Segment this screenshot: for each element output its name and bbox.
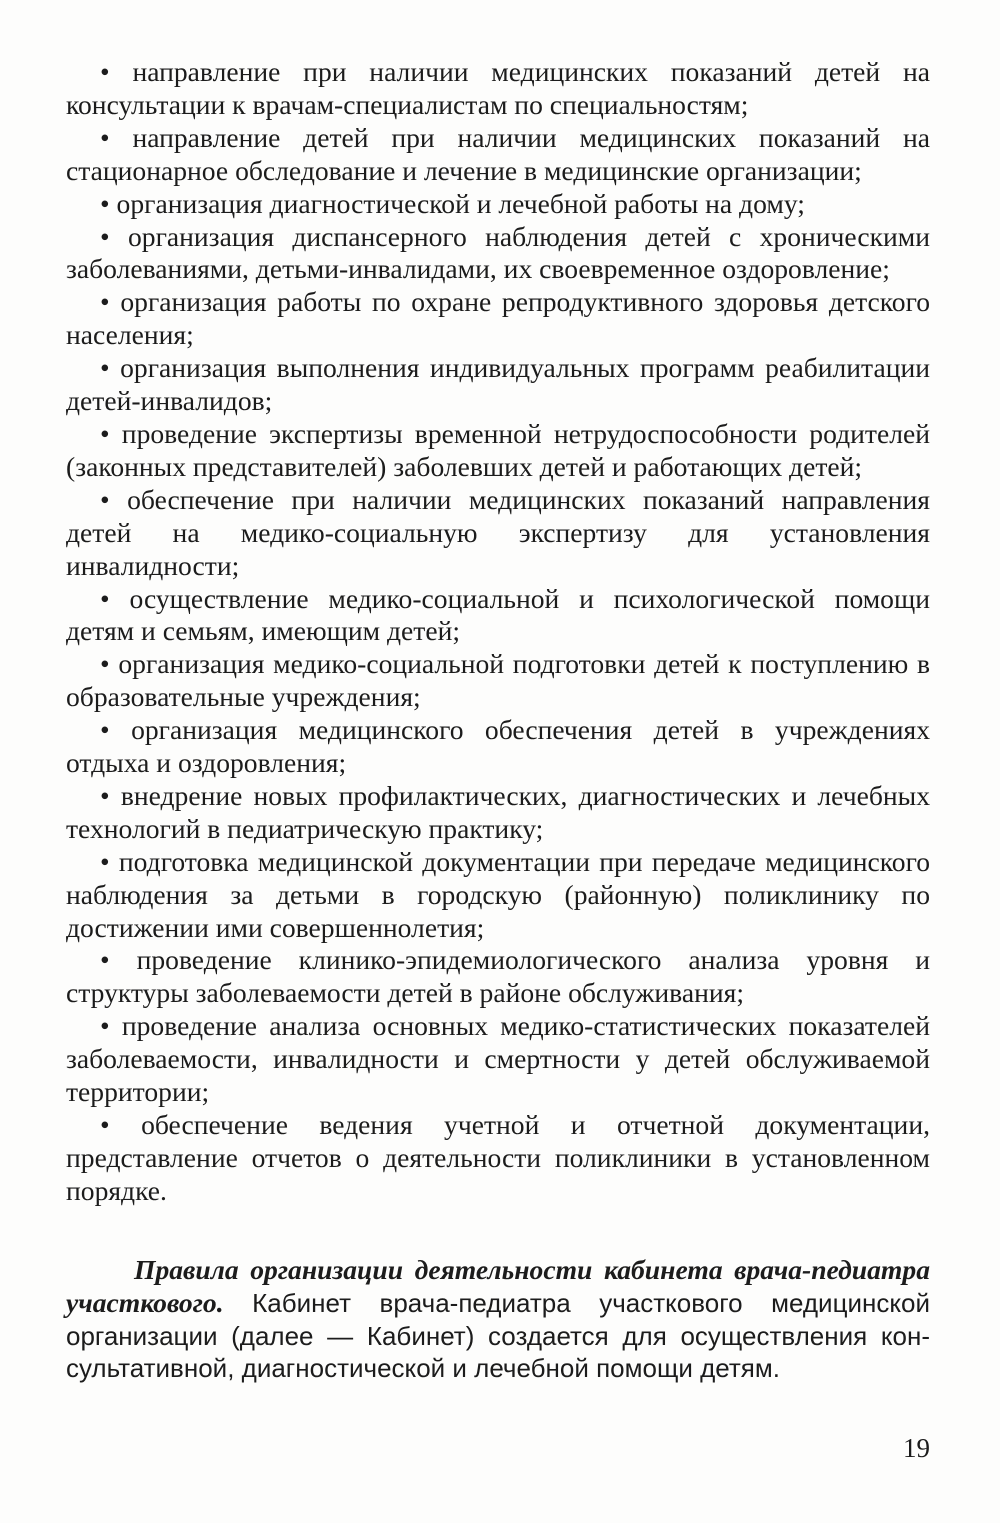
list-item: • организация медицинского обеспечения детей в учреждениях отдыха и оздоровления; [66, 714, 930, 779]
list-item: • направление детей при наличии медицинских показаний на стационарное обследование и лечение в медицинские организации; [66, 121, 930, 186]
list-item: • проведение анализа основных медико-статистических показателей заболеваемости, инвалидности и смертности у детей обслуживаемой территории; [66, 1010, 930, 1108]
section-body: Кабинет врача-педиатра участкового медицинской организации (далее — Кабинет) создается для осуществления консультативной, диагностической и лечебной помощи детям. [66, 1287, 930, 1384]
list-item: • осуществление медико-социальной и психологической помощи детям и семьям, имеющим детей; [66, 582, 930, 647]
text-column [66, 56, 930, 1385]
list-item: • организация диспансерного наблюдения детей с хроническими заболеваниями, детьми-инвалидами, их своевременное оздоровление; [66, 220, 930, 285]
list-item: • подготовка медицинской документации при передаче медицинского наблюдения за детьми в городскую (районную) поликлинику по достижении ими совершеннолетия; [66, 845, 930, 943]
page-number: 19 [903, 1433, 930, 1463]
list-item: • проведение экспертизы временной нетрудоспособности родителей (законных представителей) заболевших детей и работающих детей; [66, 417, 930, 482]
list-item: • внедрение новых профилактических, диагностических и лечебных технологий в педиатрическую практику; [66, 779, 930, 844]
list-item: • организация работы по охране репродуктивного здоровья детского населения; [66, 286, 930, 351]
list-item: • проведение клинико-эпидемиологического анализа уровня и структуры заболеваемости детей в районе обслуживания; [66, 944, 930, 1009]
list-item: • обеспечение ведения учетной и отчетной документации, представление отчетов о деятельности поликлиники в установленном порядке. [66, 1109, 930, 1206]
section-paragraph [66, 1254, 930, 1386]
section-heading: Правила организации деятельности кабинета врача-педиатра участкового. [66, 1253, 930, 1318]
list-item: • организация выполнения индивидуальных программ реабилитации детей-инвалидов; [66, 352, 930, 417]
list-item: • направление при наличии медицинских показаний детей на консультации к врачам-специалистам по специальностям; [66, 56, 930, 120]
list-item: • организация диагностической и лечебной работы на дому; [100, 187, 805, 219]
list-item: • обеспечение при наличии медицинских показаний направления детей на медико-социальную экспертизу для установления инвалидности; [66, 483, 930, 581]
list-item: • организация медико-социальной подготовки детей к поступлению в образовательные учреждения; [66, 648, 930, 713]
